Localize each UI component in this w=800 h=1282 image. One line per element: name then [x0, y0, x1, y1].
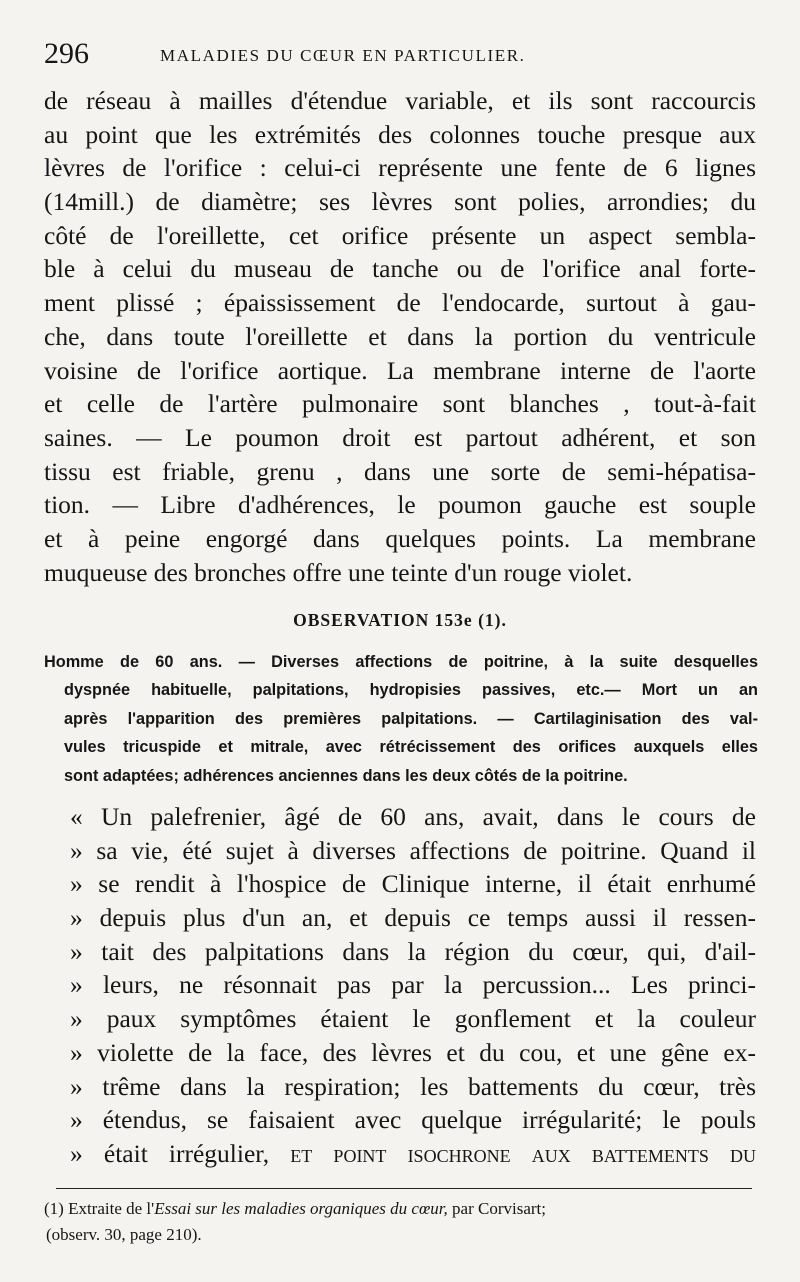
- text-line: muqueuse des bronches offre une teinte d'un rouge violet.: [44, 557, 633, 587]
- observation-title: OBSERVATION 153e (1).: [293, 610, 507, 630]
- quote-line: » se rendit à l'hospice de Clinique interne, il était enrhumé: [70, 869, 756, 899]
- footnote-prefix: (1) Extraite de l': [44, 1199, 155, 1218]
- text-line: côté de l'oreillette, cet orifice présente un aspect sembla-: [44, 220, 756, 250]
- text-line: lèvres de l'orifice : celui-ci représente une fente de 6 lignes: [44, 153, 756, 183]
- text-line: saines. — Le poumon droit est partout adhérent, et son: [44, 422, 756, 452]
- quote-line: » tait des palpitations dans la région du cœur, qui, d'ail-: [70, 936, 756, 966]
- quoted-paragraph: [70, 800, 756, 1171]
- quote-line-smallcaps: et point isochrone aux battements du: [290, 1138, 756, 1168]
- quote-line: » sa vie, été sujet à diverses affections de poitrine. Quand il: [70, 835, 756, 865]
- text-line: voisine de l'orifice aortique. La membrane interne de l'aorte: [44, 355, 756, 385]
- observation-summary: [44, 648, 758, 790]
- summary-line: vules tricuspide et mitrale, avec rétrécissement des orifices auxquels elles: [64, 738, 758, 757]
- quote-line: » étendus, se faisaient avec quelque irrégularité; le pouls: [70, 1105, 756, 1135]
- summary-line: Homme de 60 ans. — Diverses affections de poitrine, à la suite desquelles: [44, 653, 758, 671]
- page-number: 296: [44, 37, 89, 70]
- quote-line: » leurs, ne résonnait pas par la percussion... Les princi-: [70, 970, 756, 1000]
- text-line: ment plissé ; épaississement de l'endocarde, surtout à gau-: [44, 288, 756, 318]
- page-header: [44, 34, 758, 74]
- footnote: [44, 1196, 760, 1248]
- running-head: MALADIES DU CŒUR EN PARTICULIER.: [160, 46, 526, 65]
- footnote-line: [44, 1196, 760, 1222]
- text-line: ble à celui du museau de tanche ou de l'orifice anal forte-: [44, 254, 756, 284]
- footnote-divider: [56, 1188, 752, 1189]
- quote-line: » violette de la face, des lèvres et du cou, et une gêne ex-: [70, 1037, 756, 1067]
- quote-line-start: » était irrégulier,: [70, 1138, 291, 1168]
- text-line: (14mill.) de diamètre; ses lèvres sont polies, arrondies; du: [44, 187, 756, 217]
- text-line: tissu est friable, grenu , dans une sorte de semi-hépatisa-: [44, 456, 756, 486]
- summary-line: dyspnée habituelle, palpitations, hydropisies passives, etc.— Mort un an: [64, 681, 758, 700]
- quote-line: » trême dans la respiration; les battements du cœur, très: [70, 1071, 756, 1101]
- summary-line: après l'apparition des premières palpitations. — Cartilaginisation des val-: [64, 709, 758, 728]
- text-line: che, dans toute l'oreillette et dans la portion du ventricule: [44, 321, 756, 351]
- footnote-suffix: par Corvisart;: [447, 1199, 546, 1218]
- quote-line: » depuis plus d'un an, et depuis ce temps aussi il ressen-: [70, 903, 756, 933]
- quote-line: « Un palefrenier, âgé de 60 ans, avait, dans le cours de: [70, 802, 756, 831]
- text-line: tion. — Libre d'adhérences, le poumon gauche est souple: [44, 490, 756, 520]
- footnote-line: (observ. 30, page 210).: [46, 1225, 202, 1244]
- text-line: de réseau à mailles d'étendue variable, et ils sont raccourcis: [44, 86, 756, 115]
- footnote-work-title: Essai sur les maladies organiques du cœur,: [154, 1199, 448, 1218]
- text-line: et celle de l'artère pulmonaire sont blanches , tout-à-fait: [44, 389, 756, 419]
- text-line: au point que les extrémités des colonnes touche presque aux: [44, 119, 756, 149]
- summary-line: sont adaptées; adhérences anciennes dans les deux côtés de la poitrine.: [64, 766, 628, 785]
- paragraph-1: [44, 84, 756, 589]
- quote-line-last: [70, 1137, 756, 1171]
- quote-line: » paux symptômes étaient le gonflement et la couleur: [70, 1004, 756, 1034]
- text-line: et à peine engorgé dans quelques points. La membrane: [44, 523, 756, 553]
